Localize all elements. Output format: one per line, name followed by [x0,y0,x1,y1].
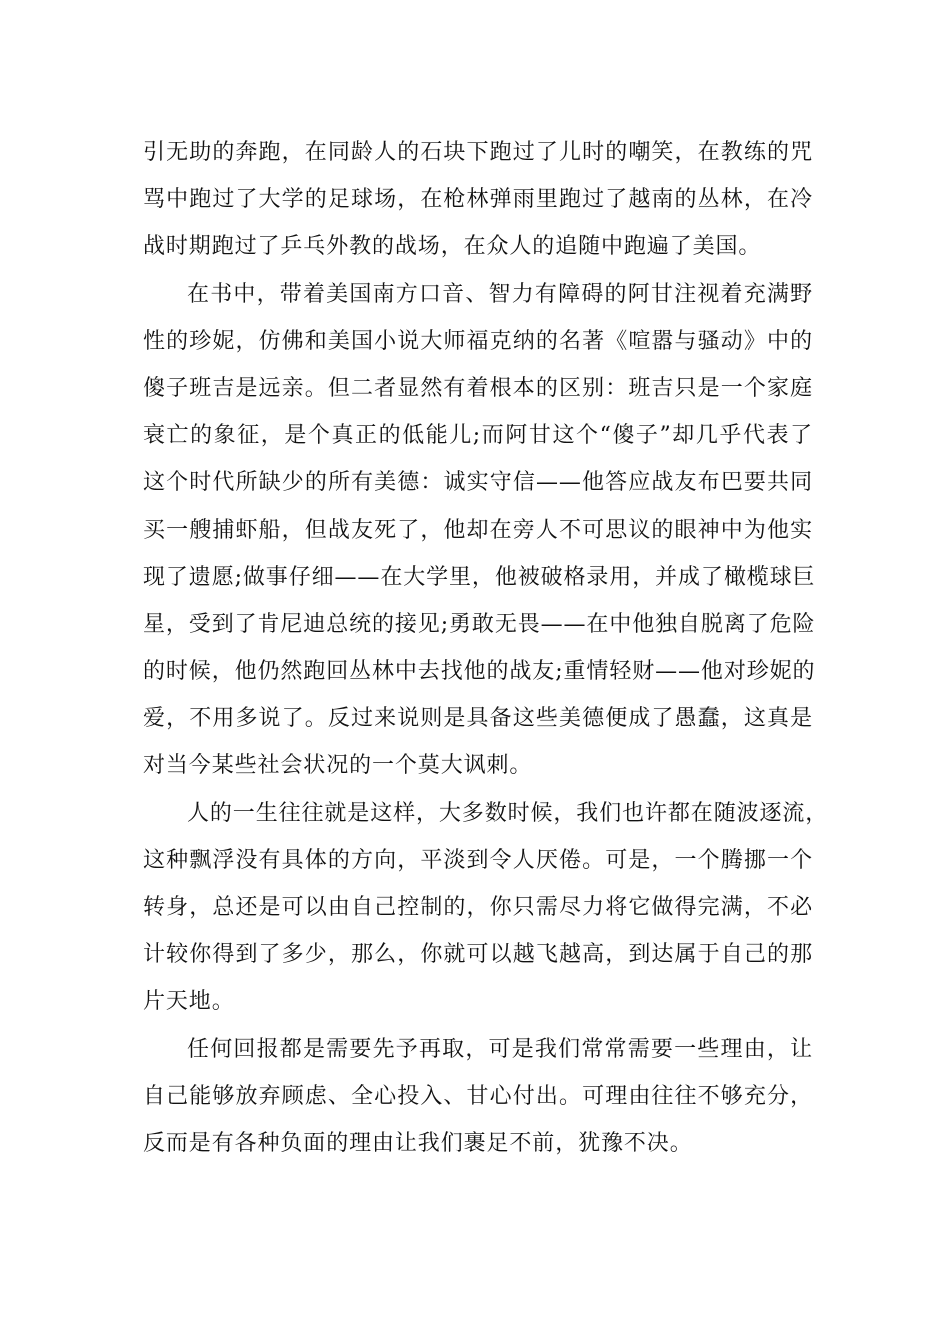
paragraph-line: 片天地。 [143,989,235,1015]
paragraph-line: 傻子班吉是远亲。但二者显然有着根本的区别：班吉只是一个家庭 [143,375,813,401]
paragraph-line: 骂中跑过了大学的足球场，在枪林弹雨里跑过了越南的丛林，在冷 [143,187,813,213]
paragraph-line: 转身，总还是可以由自己控制的，你只需尽力将它做得完满，不必 [143,895,813,920]
paragraph-line: 衰亡的象征，是个真正的低能儿;而阿甘这个“傻子”却几乎代表了 [143,423,813,449]
document-page [143,129,829,1167]
paragraph-line: 爱，不用多说了。反过来说则是具备这些美德便成了愚蠢，这真是 [143,706,813,732]
paragraph-line: 计较你得到了多少，那么，你就可以越飞越高，到达属于自己的那 [143,942,813,968]
paragraph-line: 自己能够放弃顾虑、全心投入、甘心付出。可理由往往不够充分， [143,1083,813,1109]
paragraph-line: 的时候，他仍然跑回丛林中去找他的战友;重情轻财——他对珍妮的 [143,659,816,685]
paragraph-line: 对当今某些社会状况的一个莫大讽刺。 [143,753,533,779]
paragraph-line: 买一艘捕虾船，但战友死了，他却在旁人不可思议的眼神中为他实 [143,517,813,543]
paragraph-line: 人的一生往往就是这样，大多数时候，我们也许都在随波逐流， [187,800,829,826]
paragraph-line: 星，受到了肯尼迪总统的接见;勇敢无畏——在中他独自脱离了危险 [143,611,816,637]
paragraph-4 [143,1026,813,1168]
paragraph-line: 引无助的奔跑，在同龄人的石块下跑过了儿时的嘲笑，在教练的咒 [143,140,813,165]
paragraph-line: 任何回报都是需要先予再取，可是我们常常需要一些理由，让 [187,1036,813,1062]
paragraph-line: 这个时代所缺少的所有美德：诚实守信——他答应战友布巴要共同 [143,470,813,496]
paragraph-2 [143,271,816,790]
paragraph-line: 在书中，带着美国南方口音、智力有障碍的阿甘注视着充满野 [187,281,813,307]
paragraph-line: 这种飘浮没有具体的方向，平淡到令人厌倦。可是，一个腾挪一个 [143,847,813,873]
paragraph-line: 现了遗愿;做事仔细——在大学里，他被破格录用，并成了橄榄球巨 [143,564,816,590]
paragraph-1 [143,129,813,271]
paragraph-line: 反而是有各种负面的理由让我们裹足不前，犹豫不决。 [143,1130,693,1156]
paragraph-line: 战时期跑过了乒乓外教的战场，在众人的追随中跑遍了美国。 [143,234,762,260]
paragraph-line: 性的珍妮，仿佛和美国小说大师福克纳的名著《喧嚣与骚动》中的 [143,328,813,354]
paragraph-3 [143,790,829,1026]
